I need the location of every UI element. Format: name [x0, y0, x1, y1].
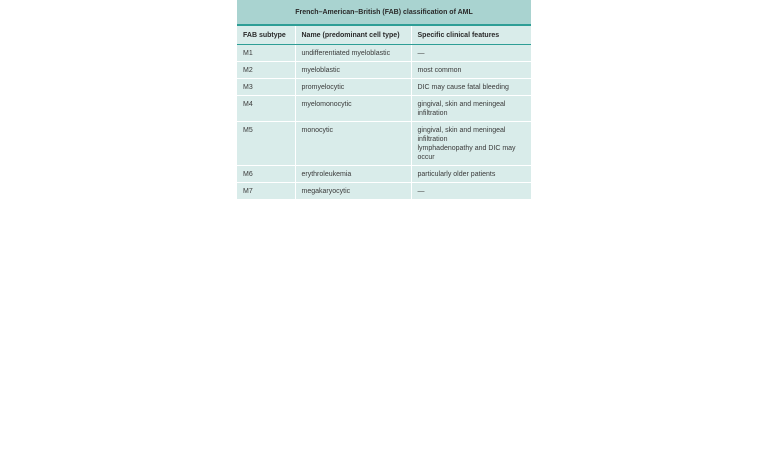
table-row	[237, 45, 531, 62]
cell-name: monocytic	[295, 122, 411, 166]
cell-subtype: M4	[237, 96, 295, 122]
table-title: French–American–British (FAB) classification of AML	[237, 0, 531, 26]
table-row	[237, 122, 531, 166]
cell-features: most common	[411, 62, 531, 79]
cell-features: particularly older patients	[411, 166, 531, 183]
cell-name: myelomonocytic	[295, 96, 411, 122]
table-row	[237, 62, 531, 79]
header-row	[237, 26, 531, 45]
cell-subtype: M7	[243, 188, 253, 195]
table-row	[237, 96, 531, 122]
header-name: Name (predominant cell type)	[295, 26, 411, 45]
cell-subtype: M2	[237, 62, 295, 79]
cell-features: —	[411, 183, 531, 200]
fab-classification-table	[237, 0, 531, 199]
cell-subtype: M6	[237, 166, 295, 183]
cell-name: promyelocytic	[295, 79, 411, 96]
cell-name: myeloblastic	[295, 62, 411, 79]
table-row	[237, 183, 531, 200]
cell-features: gingival, skin and meningeal infiltration lymphadenopathy and DIC may occur	[411, 122, 531, 166]
cell-subtype: M5	[237, 122, 295, 166]
cell-features: —	[411, 45, 531, 62]
cell-name: erythroleukemia	[295, 166, 411, 183]
table-row	[237, 166, 531, 183]
header-fab-subtype: FAB subtype	[237, 26, 295, 45]
cell-name: megakaryocytic	[295, 183, 411, 200]
cell-subtype: M1	[237, 45, 295, 62]
cell-name: undifferentiated myeloblastic	[295, 45, 411, 62]
cell-subtype: M3	[237, 79, 295, 96]
table-grid	[237, 26, 531, 199]
header-clinical-features: Specific clinical features	[411, 26, 531, 45]
table-row	[237, 79, 531, 96]
cell-features: gingival, skin and meningeal infiltration	[411, 96, 531, 122]
cell-features: DIC may cause fatal bleeding	[411, 79, 531, 96]
